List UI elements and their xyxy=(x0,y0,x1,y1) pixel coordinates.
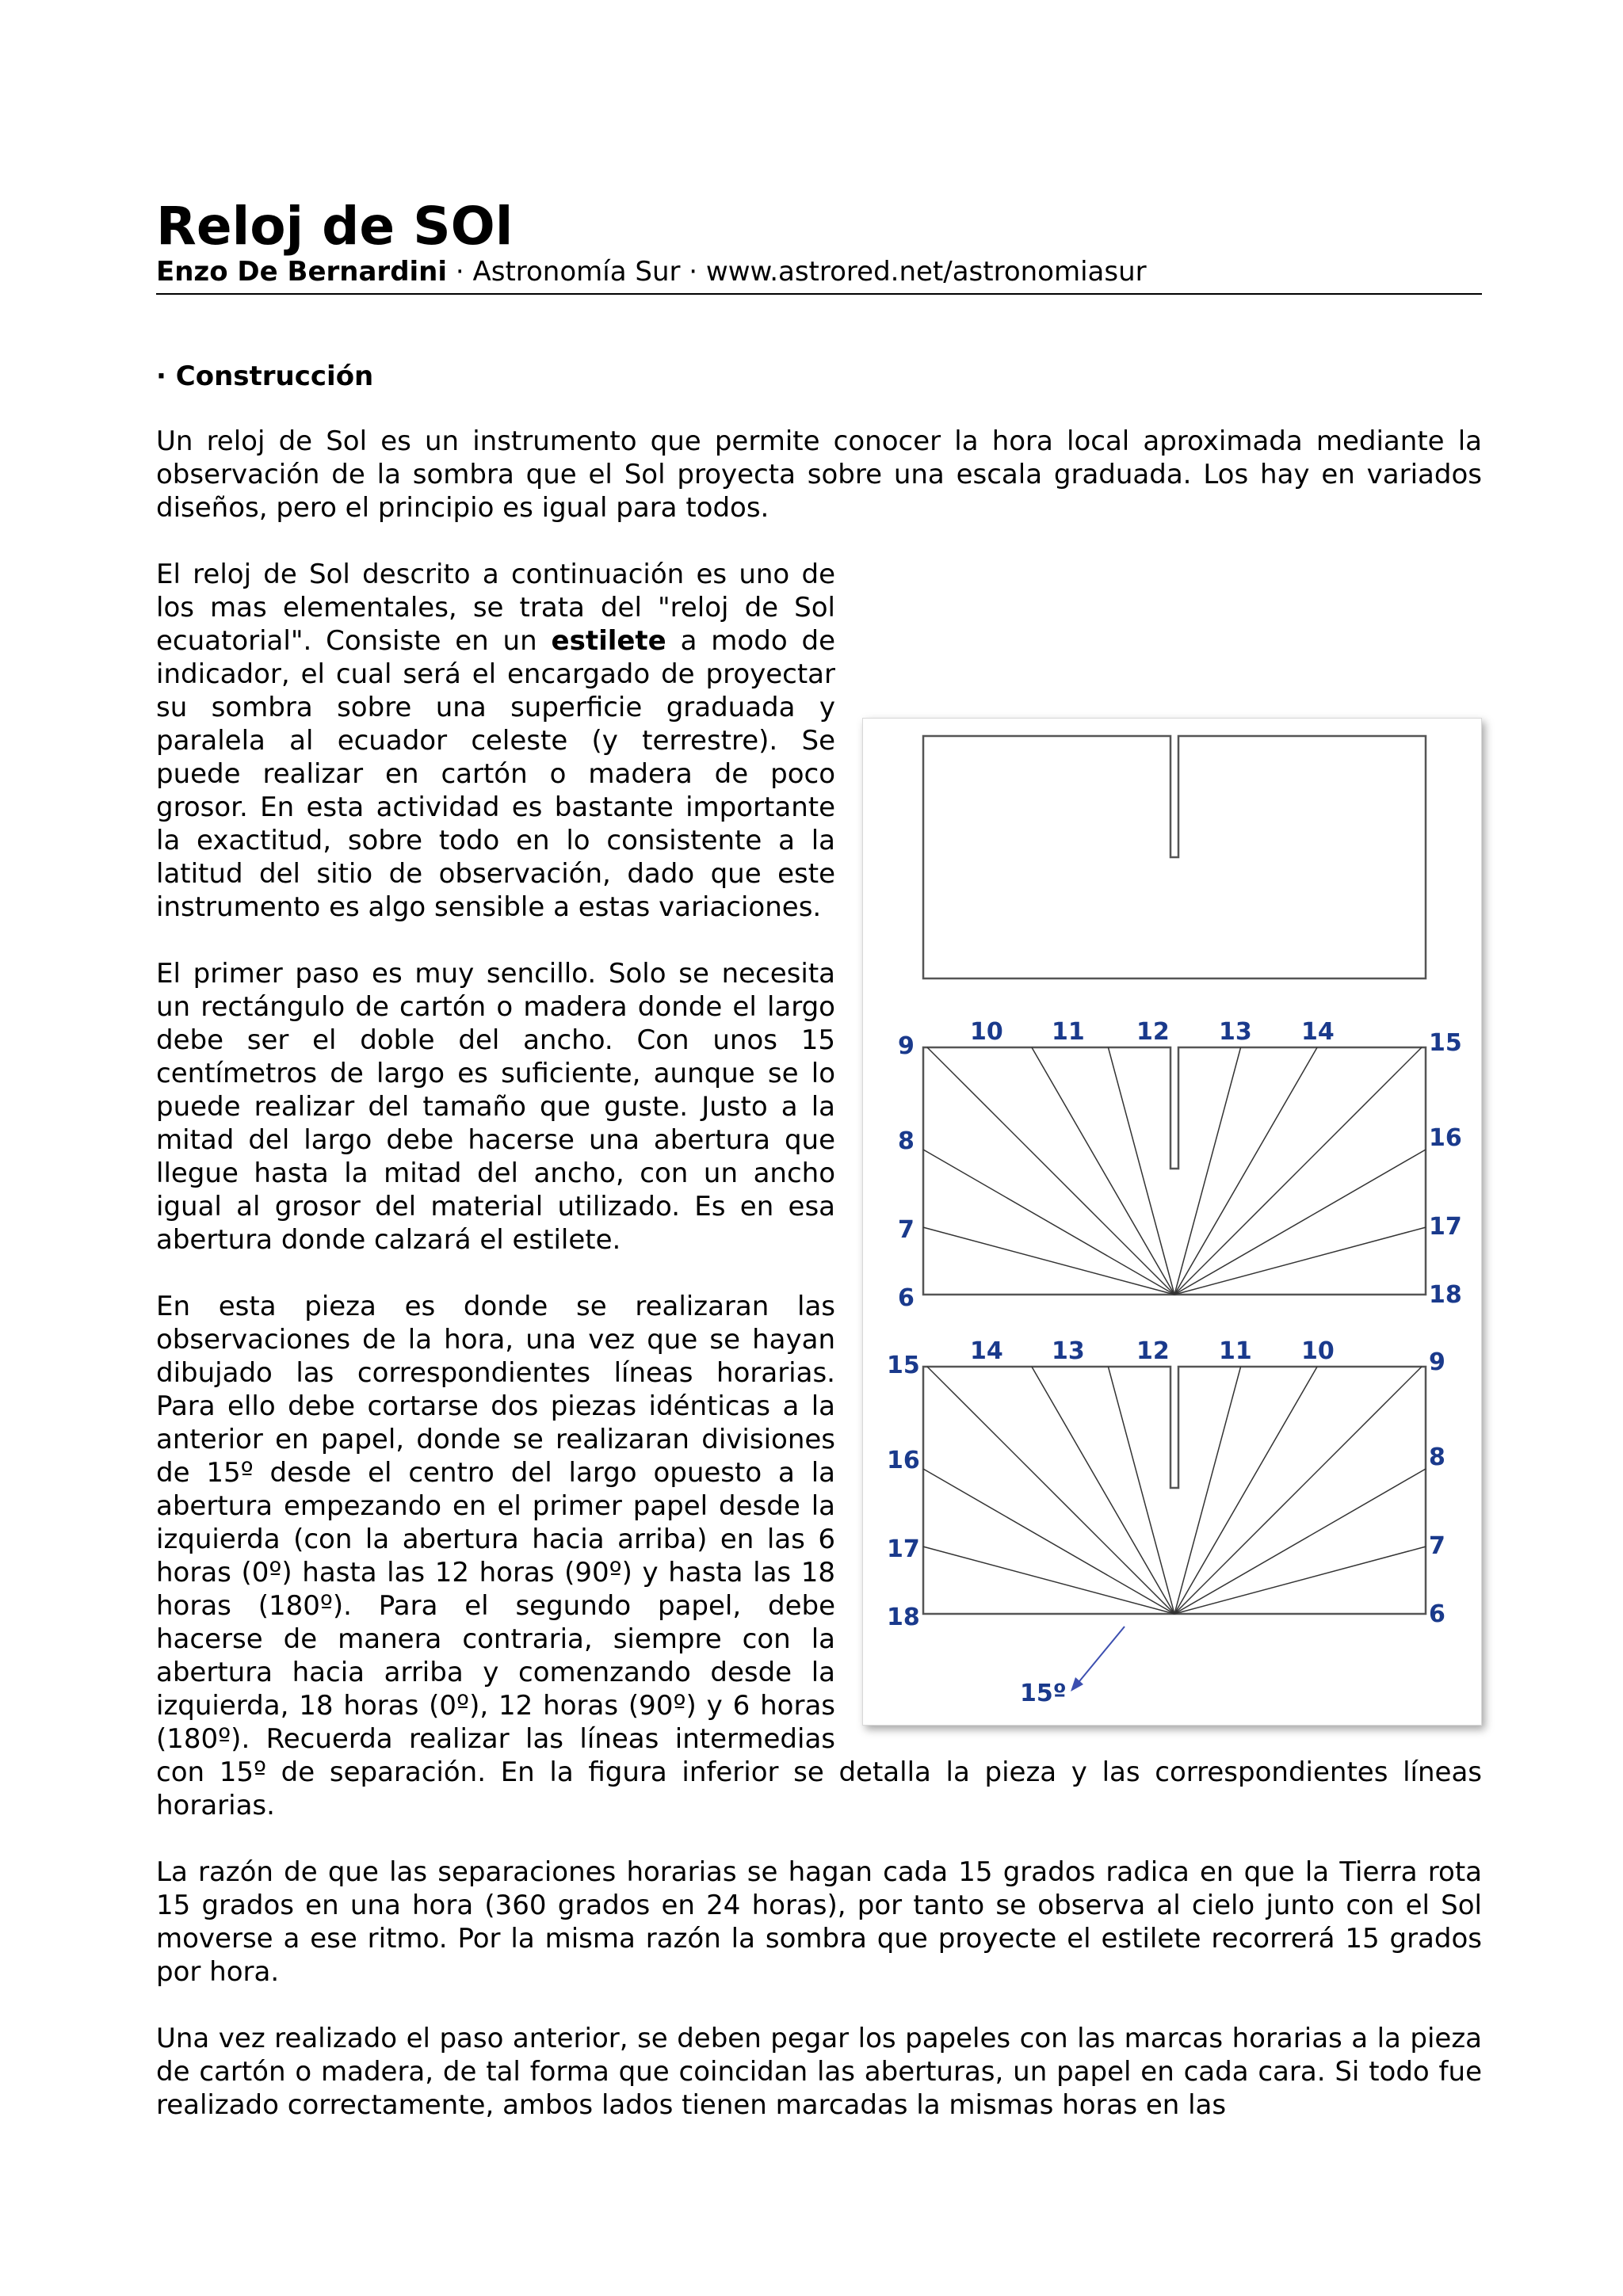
dial2-left-hour-label: 15 xyxy=(887,1352,920,1379)
paragraph-5: La razón de que las separaciones horarias se hagan cada 15 grados radica en que la Tierra rota 15 grados en una hora (360 grados en 24 horas), por tanto se observa al cielo junto con el Sol moverse a ese ritmo. Por la misma razón la sombra que proyecte el estilete recorrerá 15 grados por hora. xyxy=(156,1856,1482,1988)
dial1-left-hour-label: 6 xyxy=(898,1284,915,1312)
dial2-top-hour-label: 13 xyxy=(1052,1337,1085,1365)
paragraph-4: En esta pieza es donde se realizaran las observaciones de la hora, una vez que se hayan dibujado las correspondientes líneas horarias. Para ello debe cortarse dos piezas idénticas a la anterior en papel, donde se realizaran divisiones de 15º desde el centro del largo opuesto a la abertura empezando en el primer papel desde la izquierda (con la abertura hacia arriba) en las 6 horas (0º) hasta las 12 horas (90º) y hasta las 18 horas (180º). Para el segundo papel, debe hacerse de manera contraria, siempre con la abertura hacia arriba y comenzando desde la izquierda, 18 horas (0º), 12 horas (90º) y 6 horas (180º). Recuerda realizar las líneas intermedias con 15º de separación. En la figura inferior se detalla la pieza y las correspondientes líneas horarias. xyxy=(156,1291,1482,1821)
byline xyxy=(156,254,1482,295)
dial1-right-hour-label: 15 xyxy=(1429,1029,1462,1057)
byline-rest: · Astronomía Sur · www.astrored.net/astronomiasur xyxy=(447,256,1147,288)
dial2-left-hour-label: 18 xyxy=(887,1604,920,1631)
dial2-right-hour-label: 6 xyxy=(1429,1600,1445,1628)
dial2-right-hour-label: 8 xyxy=(1429,1444,1445,1471)
dial2-left-hour-label: 16 xyxy=(887,1447,920,1474)
paragraph-1: Un reloj de Sol es un instrumento que permite conocer la hora local aproximada mediante la observación de la sombra que el Sol proyecta sobre una escala graduada. Los hay en variados diseños, pero el principio es igual para todos. xyxy=(156,425,1482,524)
hour-dial-2 xyxy=(887,1337,1445,1631)
dial1-top-hour-label: 12 xyxy=(1136,1018,1170,1046)
dial1-right-hour-label: 16 xyxy=(1429,1124,1462,1152)
dial2-top-hour-label: 10 xyxy=(1301,1337,1335,1365)
paragraph-6: Una vez realizado el paso anterior, se deben pegar los papeles con las marcas horarias a la pieza de cartón o madera, de tal forma que coincidan las aberturas, un papel en cada cara. Si todo fue realizado correctamente, ambos lados tienen marcadas la mismas horas en las xyxy=(156,2023,1482,2121)
paragraph-2-start: El reloj de Sol descrito a continuación es uno de los mas elementales, se trata del "reloj de Sol ecuatorial". Consiste en un xyxy=(156,559,835,657)
dial1-top-hour-label: 13 xyxy=(1219,1018,1252,1046)
body-text xyxy=(156,425,1482,2155)
dial2-right-hour-label: 9 xyxy=(1429,1348,1445,1376)
document-title: Reloj de SOl xyxy=(156,196,514,257)
dial1-top-hour-label: 10 xyxy=(970,1018,1003,1046)
angle-label: 15º xyxy=(1020,1680,1067,1707)
sundial-figure xyxy=(862,718,1482,1726)
section-heading: · Construcción xyxy=(156,360,374,392)
author-name: Enzo De Bernardini xyxy=(156,256,448,288)
angle-indicator xyxy=(1071,1627,1125,1691)
dial1-left-hour-label: 9 xyxy=(898,1032,915,1060)
dial1-right-hour-label: 17 xyxy=(1429,1213,1462,1241)
paragraph-3: El primer paso es muy sencillo. Solo se necesita un rectángulo de cartón o madera donde el largo debe ser el doble del ancho. Con unos 15 centímetros de largo es suficiente, aunque se lo puede realizar del tamaño que guste. Justo a la mitad del largo debe hacerse una abertura que llegue hasta la mitad del ancho, con un ancho igual al grosor del material utilizado. Es en esa abertura donde calzará el estilete. xyxy=(156,958,835,1256)
dial2-outline xyxy=(923,1367,1426,1614)
dial1-top-hour-label: 11 xyxy=(1052,1018,1085,1046)
dial2-top-hour-label: 11 xyxy=(1219,1337,1252,1365)
dial1-left-hour-label: 8 xyxy=(898,1127,915,1155)
hour-dial-1 xyxy=(898,1018,1462,1312)
blank-cardboard-piece xyxy=(923,736,1426,978)
stylus-term: estilete xyxy=(551,625,666,657)
dial1-outline xyxy=(923,1047,1426,1295)
dial1-right-hour-label: 18 xyxy=(1429,1281,1462,1309)
paragraph-2-end: a modo de indicador, el cual será el encargado de proyectar su sombra sobre una superficie graduada y paralela al ecuador celeste (y terrestre). Se puede realizar en cartón o madera de poco grosor. En esta actividad es bastante importante la exactitud, sobre todo en lo consistente a la latitud del sitio de observación, dado que este instrumento es algo sensible a estas variaciones. xyxy=(156,625,835,923)
dial2-right-hour-label: 7 xyxy=(1429,1532,1445,1560)
dial2-top-hour-label: 12 xyxy=(1136,1337,1170,1365)
sundial-diagram xyxy=(863,719,1481,1725)
dial1-top-hour-label: 14 xyxy=(1301,1018,1335,1046)
dial2-left-hour-label: 17 xyxy=(887,1535,920,1563)
dial1-left-hour-label: 7 xyxy=(898,1216,915,1244)
dial2-top-hour-label: 14 xyxy=(970,1337,1003,1365)
